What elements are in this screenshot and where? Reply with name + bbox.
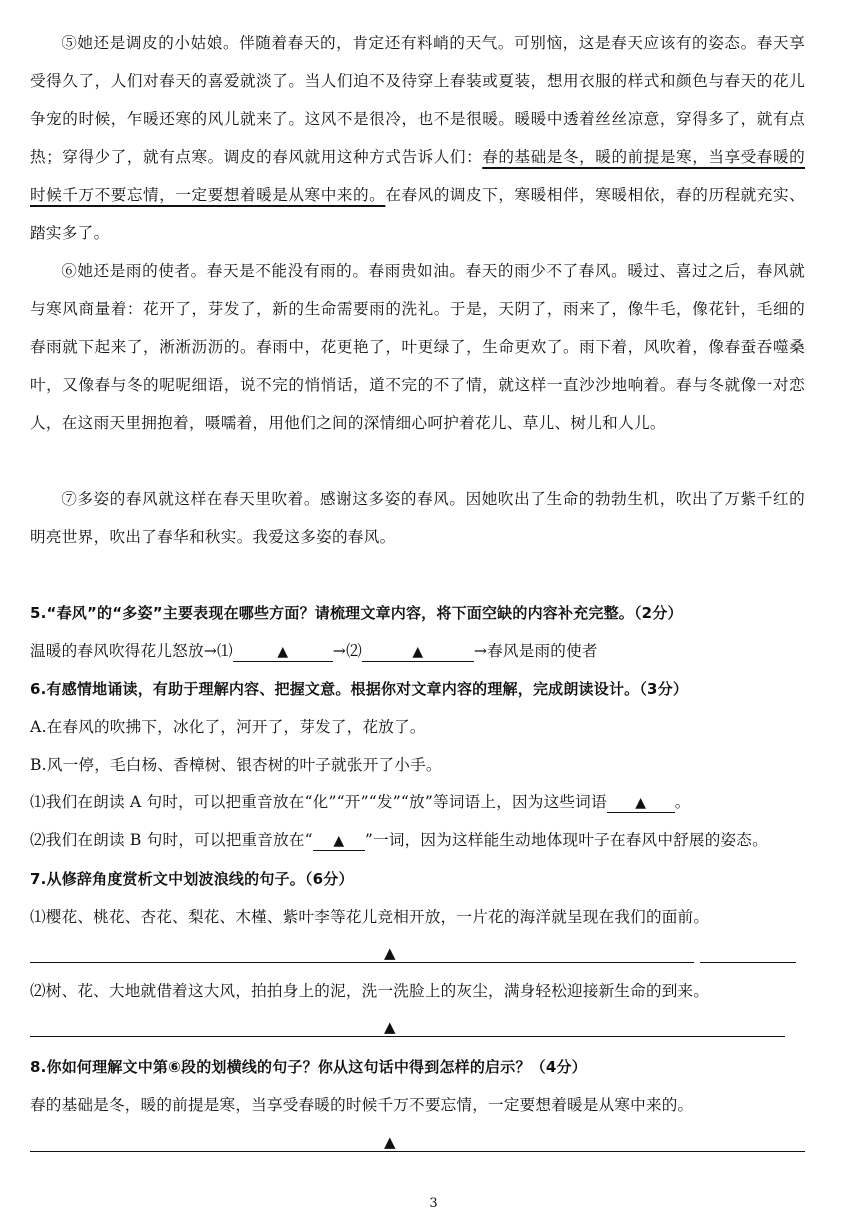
- q6-answer-blank-2[interactable]: ▲: [313, 831, 365, 851]
- passage-paragraph-5: [30, 24, 805, 252]
- q6-sub-question-2: ⑵我们在朗读 B 句时，可以把重音放在“ ▲ ”一词，因为这样能生动地体现叶子在春风中舒展的姿态。: [30, 831, 768, 849]
- paragraph-5-text-end: 在春风的调皮下，寒暖相伴，寒暖相依，春的历程就充实、踏实多了。: [30, 186, 805, 242]
- q6-answer-blank-1[interactable]: ▲: [607, 793, 675, 813]
- q8-quoted-sentence: 春的基础是冬，暖的前提是寒，当享受春暖的时候千万不要忘情，一定要想着暖是从寒中来的。: [30, 1096, 694, 1114]
- q7-sub-question-1: ⑴樱花、桃花、杏花、梨花、木槿、紫叶李等花儿竞相开放，一片花的海洋就呈现在我们的面前。: [30, 908, 710, 926]
- underlined-sentence: 春的基础是冬，暖的前提是寒，当享受春暖的时候千万不要忘情，一定要想着暖是从寒中来的。: [30, 148, 805, 204]
- passage-paragraph-6: ⑥她还是雨的使者。春天是不能没有雨的。春雨贵如油。春天的雨少不了春风。暖过、喜过之后，春风就与寒风商量着：花开了，芽发了，新的生命需要雨的洗礼。于是，天阴了，雨来了，像牛毛，像花针，毛细的春雨就下起来了，淅淅沥沥的。春雨中，花更艳了，叶更绿了，生命更欢了。雨下着，风吹着，像春蚕吞噬桑叶，又像春与冬的呢呢细语，说不完的悄悄话，道不完的不了情，就这样一直沙沙地响着。春与冬就像一对恋人，在这雨天里拥抱着，嗫嚅着，用他们之间的深情细心呵护着花儿、草儿、树儿和人儿。: [30, 262, 805, 432]
- q7-answer-mark-1: ▲: [384, 944, 396, 962]
- q7-answer-mark-2: ▲: [384, 1018, 396, 1036]
- q5-flow-arrow: →⑵: [332, 642, 362, 660]
- q6-sub-question-1: ⑴我们在朗读 A 句时，可以把重音放在“化”“开”“发”“放”等词语上，因为这些词语 ▲ 。: [30, 793, 691, 811]
- q5-flow-start: 温暖的春风吹得花儿怒放→⑴: [30, 642, 233, 660]
- question-5-stem: 5.“春风”的“多姿”主要表现在哪些方面？请梳理文章内容，将下面空缺的内容补充完整。（2分）: [30, 604, 683, 622]
- q8-answer-line[interactable]: [30, 1151, 805, 1152]
- q7-sub-question-2: ⑵树、花、大地就借着这大风，拍拍身上的泥，洗一洗脸上的灰尘，满身轻松迎接新生命的到来。: [30, 982, 710, 1000]
- q5-flow-end: →春风是雨的使者: [473, 642, 598, 660]
- q7-answer-line-1a[interactable]: [30, 962, 694, 963]
- q6-option-a: A.在春风的吹拂下，冰化了，河开了，芽发了，花放了。: [30, 718, 426, 736]
- page-number: 3: [429, 1196, 438, 1211]
- question-6-stem: 6.有感情地诵读，有助于理解内容、把握文意。根据你对文章内容的理解，完成朗读设计。（3分）: [30, 680, 689, 698]
- question-5-flow: [30, 640, 830, 662]
- passage-paragraph-7: ⑦多姿的春风就这样在春天里吹着。感谢这多姿的春风。因她吹出了生命的勃勃生机，吹出了万紫千红的明亮世界，吹出了春华和秋实。我爱这多姿的春风。: [30, 490, 805, 546]
- question-7-stem: 7.从修辞角度赏析文中划波浪线的句子。（6分）: [30, 870, 354, 888]
- q6-option-b: B.风一停，毛白杨、香樟树、银杏树的叶子就张开了小手。: [30, 756, 442, 774]
- q5-answer-blank-1[interactable]: ▲: [233, 642, 333, 662]
- q8-answer-mark: ▲: [384, 1133, 396, 1151]
- q7-answer-line-1b[interactable]: [700, 962, 796, 963]
- q7-answer-line-2[interactable]: [30, 1036, 785, 1037]
- question-8-stem: 8.你如何理解文中第⑥段的划横线的句子？你从这句话中得到怎样的启示？（4分）: [30, 1058, 587, 1076]
- paragraph-5-text: ⑤她还是调皮的小姑娘。伴随着春天的，肯定还有料峭的天气。可别恼，这是春天应该有的姿态。春天享受得久了，人们对春天的喜爱就淡了。当人们迫不及待穿上春装或夏装，想用衣服的样式和颜色与春天的花儿争宠的时候，乍暖还寒的风儿就来了。这风不是很冷，也不是很暖。暖暖中透着丝丝凉意，穿得多了，就有点热；穿得少了，就有点寒。调皮的春风就用这种方式告诉人们：: [30, 34, 805, 166]
- q5-answer-blank-2[interactable]: ▲: [362, 642, 474, 662]
